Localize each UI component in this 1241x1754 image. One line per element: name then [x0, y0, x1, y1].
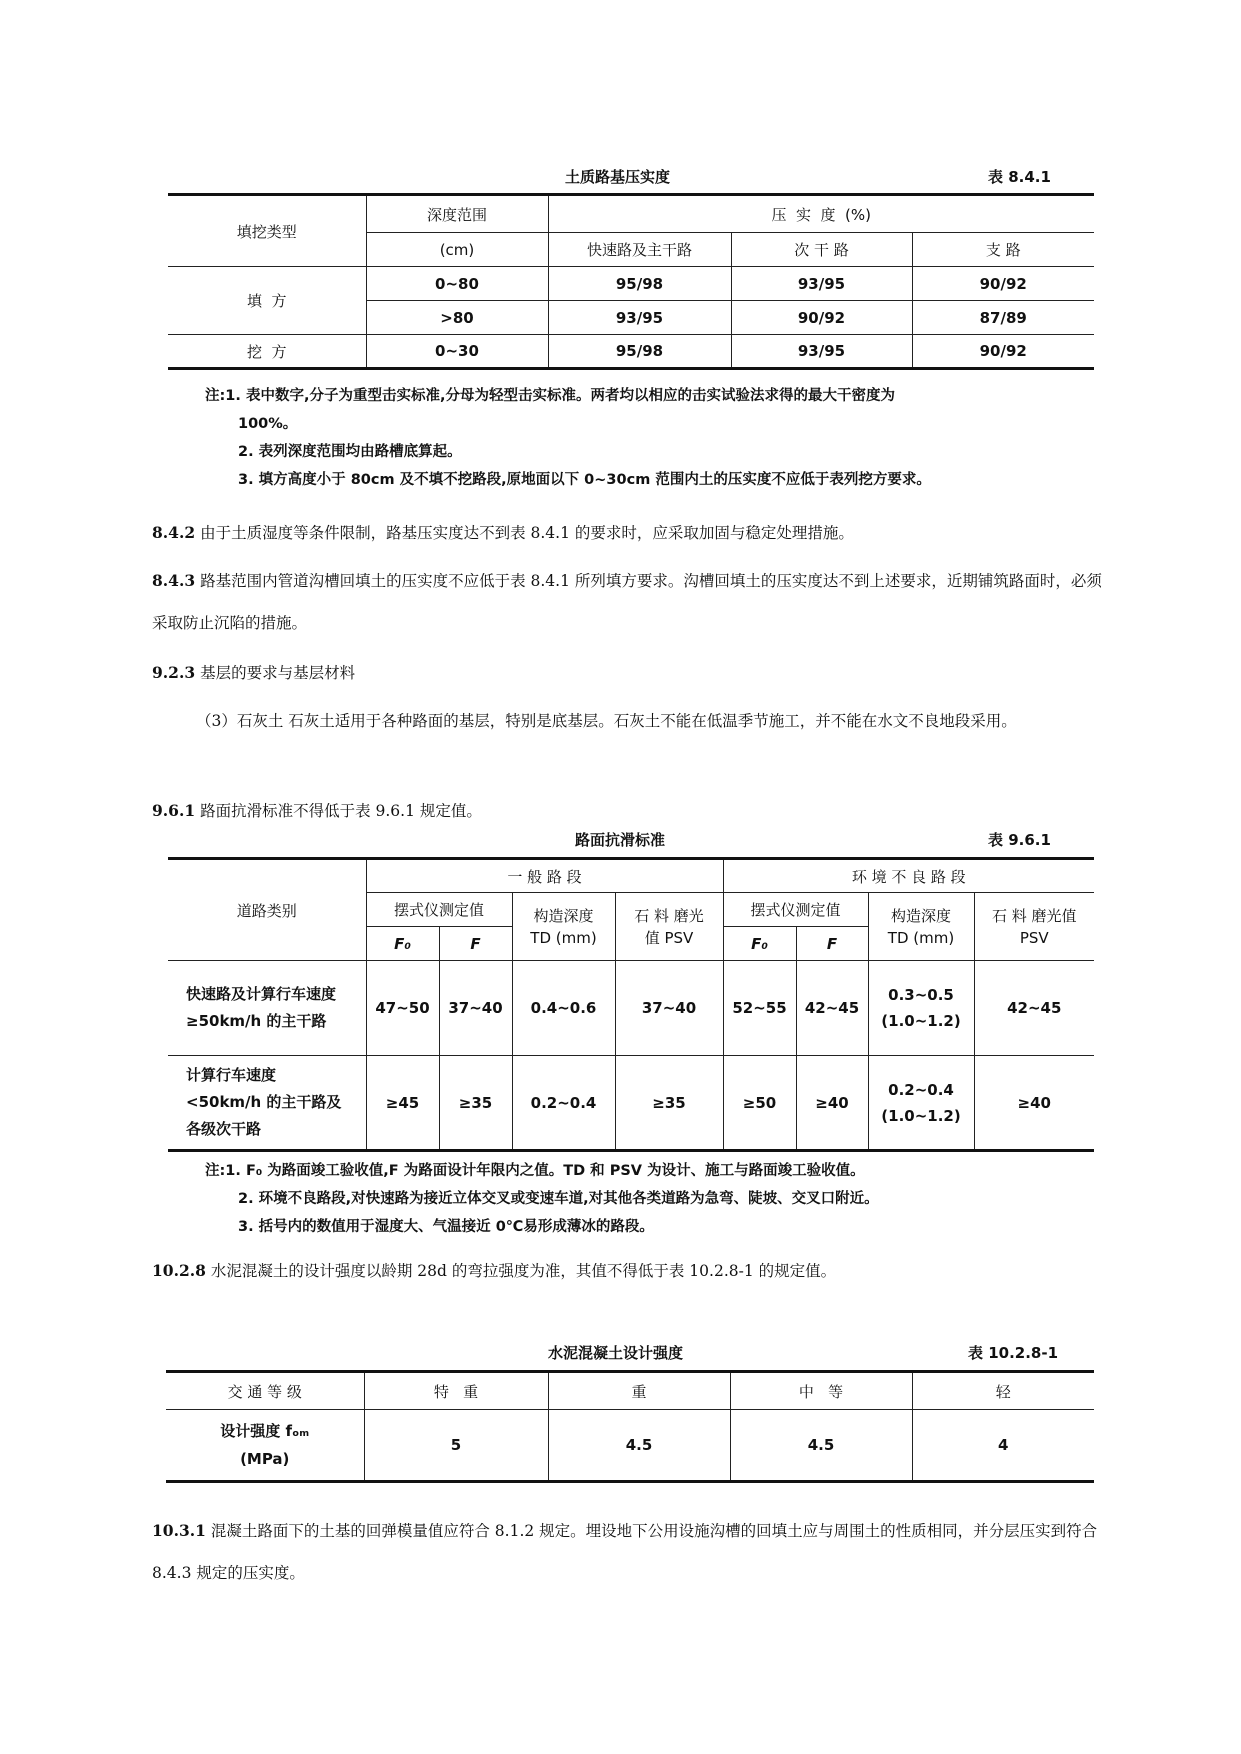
cell-value: 93/95 [548, 301, 731, 335]
row-type-cut: 挖 方 [168, 335, 366, 369]
header-f0: F₀ [723, 927, 796, 961]
clause-number: 10.2.8 [152, 1261, 206, 1280]
header-compaction: 压 实 度 (%) [548, 195, 1094, 233]
header-depth [366, 195, 548, 233]
header-light: 轻 [912, 1372, 1094, 1410]
header-heavy: 重 [548, 1372, 730, 1410]
note-line: 3. 填方高度小于 80cm 及不填不挖路段,原地面以下 0~30cm 范围内土的压实度不应低于表列挖方要求。 [238, 472, 931, 488]
cell-value: 37~40 [615, 961, 723, 1056]
clause-number: 9.6.1 [152, 801, 196, 820]
paragraph-text: 由于土质湿度等条件限制，路基压实度达不到表 8.4.1 的要求时，应采取加固与稳定处理措施。 [200, 524, 854, 542]
header-col-secondary: 次 干 路 [731, 233, 912, 267]
header-general-section: 一 般 路 段 [366, 859, 723, 893]
cell-value-line: (1.0~1.2) [881, 1106, 961, 1125]
cell-value: 42~45 [796, 961, 868, 1056]
paragraph-10-3-1 [152, 1510, 1112, 1594]
header-col-expressway: 快速路及主干路 [548, 233, 731, 267]
cell-value: 42~45 [974, 961, 1094, 1056]
clause-number: 9.2.3 [152, 663, 196, 682]
header-pendulum: 摆式仪测定值 [366, 893, 512, 927]
table-number: 表 10.2.8-1 [968, 1344, 1059, 1362]
paragraph-8-4-3 [152, 560, 1112, 644]
cell-value: ≥40 [974, 1056, 1094, 1151]
row-design-strength [166, 1410, 364, 1482]
cell-value [868, 961, 974, 1056]
paragraph-text: 水泥混凝土的设计强度以龄期 28d 的弯拉强度为准，其值不得低于表 10.2.8-1 的规定值。 [210, 1262, 837, 1280]
paragraph-9-2-3 [152, 652, 1112, 694]
clause-number: 10.3.1 [152, 1521, 206, 1540]
note-line: 2. 表列深度范围均由路槽底算起。 [238, 444, 462, 460]
header-bad-section: 环 境 不 良 路 段 [723, 859, 1094, 893]
table-title: 水泥混凝土设计强度 [548, 1344, 684, 1362]
row-road-type: 计算行车速度<50km/h 的主干路及各级次干路 [168, 1056, 366, 1151]
cell-value: 90/92 [912, 335, 1094, 369]
cell-value: 0.2~0.4 [512, 1056, 615, 1151]
paragraph-10-2-8 [152, 1250, 1112, 1292]
cell-value: 95/98 [548, 335, 731, 369]
header-road-type: 道路类别 [168, 859, 366, 961]
paragraph-text: 路面抗滑标准不得低于表 9.6.1 规定值。 [200, 802, 482, 820]
clause-number: 8.4.3 [152, 571, 196, 590]
paragraph-text: （3）石灰土 石灰土适用于各种路面的基层，特别是底基层。石灰土不能在低温季节施工，并不能在水文不良地段采用。 [196, 712, 1017, 730]
header-extra-heavy: 特 重 [364, 1372, 548, 1410]
header-depth-unit: (cm) [366, 233, 548, 267]
cell-value: 5 [364, 1410, 548, 1482]
cell-value: 93/95 [731, 335, 912, 369]
compaction-table [168, 193, 1094, 370]
skid-resistance-table [168, 857, 1094, 1152]
header-texture-depth: 构造深度 TD (mm) [512, 893, 615, 961]
paragraph-9-6-1 [152, 790, 1112, 832]
cell-value: 0.4~0.6 [512, 961, 615, 1056]
table-notes [205, 382, 1105, 494]
concrete-strength-table [166, 1370, 1094, 1483]
cell-value: ≥40 [796, 1056, 868, 1151]
header-col-branch: 支 路 [912, 233, 1094, 267]
paragraph-8-4-2 [152, 512, 1112, 554]
header-depth-label: 深度范围 [426, 205, 487, 224]
clause-number: 8.4.2 [152, 523, 196, 542]
note-line: 100%。 [238, 416, 298, 432]
cell-value: 47~50 [366, 961, 439, 1056]
cell-depth: 0~30 [366, 335, 548, 369]
header-texture-depth: 构造深度 TD (mm) [868, 893, 974, 961]
cell-value: 90/92 [912, 267, 1094, 301]
table-notes [205, 1157, 1105, 1241]
header-psv: 石 料 磨光值 PSV [974, 893, 1094, 961]
header-traffic-level: 交 通 等 级 [166, 1372, 364, 1410]
row-type-fill: 填 方 [168, 267, 366, 335]
header-pendulum: 摆式仪测定值 [723, 893, 868, 927]
paragraph-text: 基层的要求与基层材料 [200, 664, 356, 682]
header-f0: F₀ [366, 927, 439, 961]
paragraph-text: 混凝土路面下的土基的回弹模量值应符合 8.1.2 规定。埋设地下公用设施沟槽的回填土应与周围土的性质相同，并分层压实到符合 8.4.3 规定的压实度。 [152, 1522, 1098, 1582]
cell-value: ≥45 [366, 1056, 439, 1151]
row-unit: (MPa) [240, 1450, 290, 1468]
table-number: 表 8.4.1 [988, 168, 1051, 186]
note-line: 注:1. F₀ 为路面竣工验收值,F 为路面设计年限内之值。TD 和 PSV 为设计、施工与路面竣工验收值。 [205, 1163, 865, 1179]
cell-value: 93/95 [731, 267, 912, 301]
cell-value: 52~55 [723, 961, 796, 1056]
row-label: 设计强度 fₒₘ [220, 1422, 310, 1440]
paragraph-lime-soil [152, 700, 1112, 742]
cell-value: 4 [912, 1410, 1094, 1482]
cell-value-line: (1.0~1.2) [881, 1012, 961, 1030]
cell-value: ≥50 [723, 1056, 796, 1151]
paragraph-text: 路基范围内管道沟槽回填土的压实度不应低于表 8.4.1 所列填方要求。沟槽回填土的压实度达不到上述要求，近期铺筑路面时，必须采取防止沉陷的措施。 [152, 572, 1102, 632]
cell-value: ≥35 [615, 1056, 723, 1151]
cell-value: 4.5 [730, 1410, 912, 1482]
cell-value: 95/98 [548, 267, 731, 301]
note-line: 3. 括号内的数值用于湿度大、气温接近 0℃易形成薄冰的路段。 [238, 1219, 654, 1235]
table-number: 表 9.6.1 [988, 831, 1051, 849]
cell-value: 37~40 [439, 961, 512, 1056]
cell-value-line: 0.2~0.4 [888, 1080, 954, 1099]
cell-depth: 0~80 [366, 267, 548, 301]
header-f: F [796, 927, 868, 961]
row-road-type: 快速路及计算行车速度≥50km/h 的主干路 [168, 961, 366, 1056]
cell-value: 4.5 [548, 1410, 730, 1482]
cell-value [868, 1056, 974, 1151]
cell-value-line: 0.3~0.5 [888, 986, 954, 1004]
header-f: F [439, 927, 512, 961]
note-line: 注:1. 表中数字,分子为重型击实标准,分母为轻型击实标准。两者均以相应的击实试验法求得的最大干密度为 [205, 388, 895, 404]
cell-value: 87/89 [912, 301, 1094, 335]
note-line: 2. 环境不良路段,对快速路为接近立体交叉或变速车道,对其他各类道路为急弯、陡坡、交叉口附近。 [238, 1191, 879, 1207]
cell-value: ≥35 [439, 1056, 512, 1151]
cell-value: 90/92 [731, 301, 912, 335]
header-medium: 中 等 [730, 1372, 912, 1410]
cell-depth: >80 [366, 301, 548, 335]
header-fill-type: 填挖类型 [168, 195, 366, 267]
table-title: 土质路基压实度 [565, 168, 671, 186]
table-title: 路面抗滑标准 [575, 831, 666, 849]
header-psv: 石 料 磨光值 PSV [615, 893, 723, 961]
